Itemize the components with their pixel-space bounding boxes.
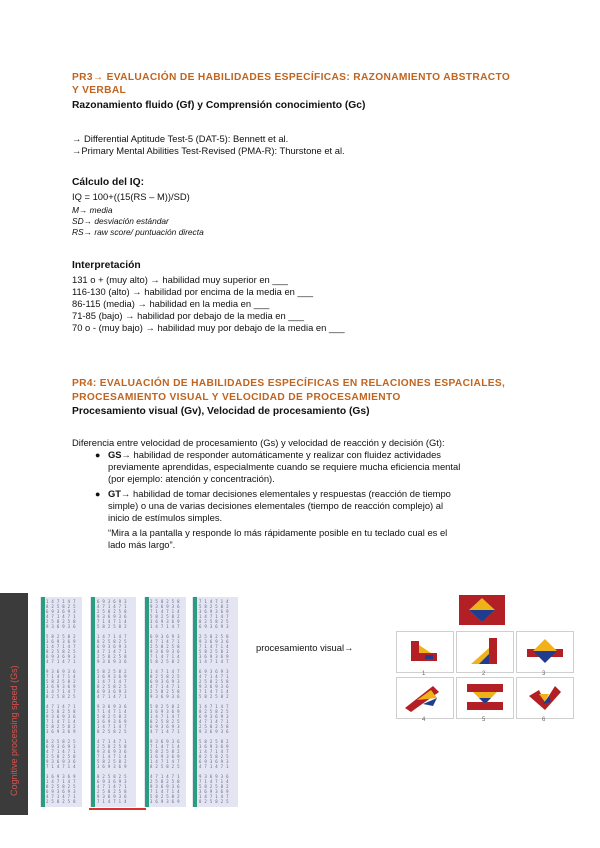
bullet-term: GS bbox=[108, 449, 122, 460]
sheet-stripe bbox=[91, 597, 95, 807]
bullet-text: simple) o una de varias decisiones elementales (tiempo de reacción complejo) al bbox=[108, 500, 444, 511]
interp-item: 86-115 (media) → habilidad en la media en ___ bbox=[72, 298, 270, 309]
sheet-cells: 7 1 4 7 1 4 5 8 2 5 8 2 3 6 9 3 6 9 1 4 7 1 4 7 8 2 5 8 2 5 6 9 3 6 9 3 2 5 8 2 5 8 9 3 6 9 3 6 7 1 4 7 1 4 5 8 2 5 8 2 3 6 9 3 6 9 1 4 7 1 4 7 6 9 3 6 9 3 4 7 1 4 7 1 2 5 8 2 5 8 9 3 6 9 3 6 7 1 4 7 1 4 5 8 2 5 8 2 1 4 7 1 4 7 8 2 5 8 2 5 6 9 3 6 9 3 4 7 1 4 7 1 2 5 8 2 5 8 9 3 6 9 3 6 5 8 2 5 8 2 3 6 9 3 6 9 1 4 7 1 4 7 8 2 5 8 2 5 6 9 3 6 9 3 4 7 1 4 7 1 9 3 6 9 3 6 7 1 4 7 1 4 5 8 2 5 8 2 3 6 9 3 6 9 1 4 7 1 4 7 8 2 5 8 2 5 bbox=[199, 599, 229, 804]
pr4-title-line1: PR4: EVALUACIÓN DE HABILIDADES ESPECÍFICAS EN RELACIONES ESPACIALES, bbox=[72, 378, 506, 389]
pr3-test-item: → Differential Aptitude Test-5 (DAT-5): Bennett et al. bbox=[72, 133, 289, 144]
sheet-cells: 2 5 8 2 5 8 9 3 6 9 3 6 7 1 4 7 1 4 5 8 2 5 8 2 3 6 9 3 6 9 1 4 7 1 4 7 6 9 3 6 9 3 4 7 1 4 7 1 2 5 8 2 5 8 9 3 6 9 3 6 7 1 4 7 1 4 5 8 2 5 8 2 1 4 7 1 4 7 8 2 5 8 2 5 6 9 3 6 9 3 4 7 1 4 7 1 2 5 8 2 5 8 9 3 6 9 3 6 5 8 2 5 8 2 3 6 9 3 6 9 1 4 7 1 4 7 8 2 5 8 2 5 6 9 3 6 9 3 4 7 1 4 7 1 9 3 6 9 3 6 7 1 4 7 1 4 5 8 2 5 8 2 3 6 9 3 6 9 1 4 7 1 4 7 8 2 5 8 2 5 4 7 1 4 7 1 2 5 8 2 5 8 9 3 6 9 3 6 7 1 4 7 1 4 5 8 2 5 8 2 3 6 9 3 6 9 bbox=[150, 599, 180, 804]
answer-sheet bbox=[40, 597, 240, 807]
bullet-dot-icon: ● bbox=[95, 489, 101, 499]
bullet-term: GT bbox=[108, 488, 122, 499]
option-number: 5 bbox=[482, 717, 486, 723]
target-shape-icon bbox=[459, 595, 505, 625]
option-shape-icon bbox=[403, 682, 447, 712]
option-cell[interactable] bbox=[516, 677, 574, 723]
interp-item: 131 o + (muy alto) → habilidad muy superior en ___ bbox=[72, 274, 289, 285]
bullet-dot-icon: ● bbox=[95, 450, 101, 460]
option-number: 4 bbox=[422, 717, 426, 723]
interp-item: 71-85 (bajo) → habilidad por debajo de la media en ___ bbox=[72, 310, 304, 321]
interp-list bbox=[72, 274, 345, 334]
bullet-text: → habilidad de responder automáticamente y realizar con fluidez actividades bbox=[121, 449, 441, 460]
highlight-underline bbox=[89, 808, 146, 810]
option-shape-icon bbox=[525, 682, 565, 712]
sheet-stripe bbox=[193, 597, 197, 807]
quote-line: “Mira a la pantalla y responde lo más rápidamente posible en tu teclado cual es el bbox=[108, 527, 448, 538]
interp-item: 116-130 (alto) → habilidad por encima de la media en ___ bbox=[72, 286, 314, 297]
option-number: 2 bbox=[482, 671, 486, 677]
figure-vertical-label: Cognitive processing speed (Gs) bbox=[9, 665, 19, 796]
formula-legend bbox=[72, 205, 204, 238]
figure-sidebar bbox=[0, 593, 28, 815]
pr4-subtitle: Procesamiento visual (Gv), Velocidad de procesamiento (Gs) bbox=[72, 406, 370, 417]
bullet-list bbox=[95, 449, 528, 551]
sheet-cells: 6 9 3 6 9 3 4 7 1 4 7 1 2 5 8 2 5 8 9 3 6 9 3 6 7 1 4 7 1 4 5 8 2 5 8 2 1 4 7 1 4 7 8 2 5 8 2 5 6 9 3 6 9 3 4 7 1 4 7 1 2 5 8 2 5 8 9 3 6 9 3 6 5 8 2 5 8 2 3 6 9 3 6 9 1 4 7 1 4 7 8 2 5 8 2 5 6 9 3 6 9 3 4 7 1 4 7 1 9 3 6 9 3 6 7 1 4 7 1 4 5 8 2 5 8 2 3 6 9 3 6 9 1 4 7 1 4 7 8 2 5 8 2 5 4 7 1 4 7 1 2 5 8 2 5 8 9 3 6 9 3 6 7 1 4 7 1 4 5 8 2 5 8 2 3 6 9 3 6 9 8 2 5 8 2 5 6 9 3 6 9 3 4 7 1 4 7 1 2 5 8 2 5 8 9 3 6 9 3 6 7 1 4 7 1 4 bbox=[97, 599, 127, 804]
pr3-interp-heading: Interpretación bbox=[72, 260, 141, 271]
legend-item: RS→ raw score/ puntuación directa bbox=[72, 227, 204, 237]
bullet-gs bbox=[95, 449, 528, 485]
legend-item: SD→ desviación estándar bbox=[72, 216, 169, 226]
legend-item: M→ media bbox=[72, 205, 113, 215]
option-shape-icon bbox=[465, 636, 505, 666]
option-cell[interactable] bbox=[516, 631, 574, 677]
visual-processing-label: procesamiento visual→ bbox=[256, 642, 354, 653]
pr3-title-line2: Y VERBAL bbox=[72, 85, 127, 96]
quote-line: lado más largo”. bbox=[108, 539, 176, 550]
option-number: 1 bbox=[422, 671, 426, 677]
bullet-text: → habilidad de tomar decisiones elementales y respuestas (reacción de tiempo bbox=[121, 488, 451, 499]
option-cell[interactable] bbox=[396, 677, 454, 723]
pr4-title-line2: PROCESAMIENTO VISUAL Y VELOCIDAD DE PROCESAMIENTO bbox=[72, 392, 401, 403]
pr3-test-list bbox=[72, 133, 345, 157]
interp-item: 70 o - (muy bajo) → habilidad muy por debajo de la media en ___ bbox=[72, 322, 345, 333]
iq-formula: IQ = 100+((15(RS – M))/SD) bbox=[72, 191, 190, 202]
sheet-stripe bbox=[145, 597, 149, 807]
pr4-intro: Diferencia entre velocidad de procesamiento (Gs) y velocidad de reacción y decisión (Gt): bbox=[72, 437, 445, 448]
option-number: 6 bbox=[542, 717, 546, 723]
processing-speed-figure bbox=[0, 593, 245, 815]
sheet-stripe bbox=[41, 597, 45, 807]
option-shape-icon bbox=[405, 637, 445, 665]
option-cell[interactable] bbox=[456, 631, 514, 677]
bullet-text: (por ejemplo: atención y concentración). bbox=[108, 473, 275, 484]
pr3-calc-heading: Cálculo del IQ: bbox=[72, 177, 145, 188]
bullet-gt bbox=[95, 488, 528, 551]
option-cell[interactable] bbox=[456, 677, 514, 723]
bullet-text: inicio de estímulos simples. bbox=[108, 512, 223, 523]
pr3-test-item: →Primary Mental Abilities Test-Revised (PMA-R): Thurstone et al. bbox=[72, 145, 345, 156]
option-number: 3 bbox=[542, 671, 546, 677]
option-shape-icon bbox=[465, 682, 505, 712]
option-cell[interactable] bbox=[396, 631, 454, 677]
visual-processing-figure bbox=[396, 593, 576, 721]
bullet-text: previamente aprendidas, especialmente cuando se requiere mucha eficiencia mental bbox=[108, 461, 461, 472]
pr3-title-line1: PR3→ EVALUACIÓN DE HABILIDADES ESPECÍFICAS: RAZONAMIENTO ABSTRACTO bbox=[72, 72, 511, 83]
option-shape-icon bbox=[525, 637, 565, 665]
pr3-subtitle: Razonamiento fluido (Gf) y Comprensión conocimiento (Gc) bbox=[72, 100, 366, 111]
sheet-cells: 1 4 7 1 4 7 8 2 5 8 2 5 6 9 3 6 9 3 4 7 1 4 7 1 2 5 8 2 5 8 9 3 6 9 3 6 5 8 2 5 8 2 3 6 9 3 6 9 1 4 7 1 4 7 8 2 5 8 2 5 6 9 3 6 9 3 4 7 1 4 7 1 9 3 6 9 3 6 7 1 4 7 1 4 5 8 2 5 8 2 3 6 9 3 6 9 1 4 7 1 4 7 8 2 5 8 2 5 4 7 1 4 7 1 2 5 8 2 5 8 9 3 6 9 3 6 7 1 4 7 1 4 5 8 2 5 8 2 3 6 9 3 6 9 8 2 5 8 2 5 6 9 3 6 9 3 4 7 1 4 7 1 2 5 8 2 5 8 9 3 6 9 3 6 7 1 4 7 1 4 3 6 9 3 6 9 1 4 7 1 4 7 8 2 5 8 2 5 6 9 3 6 9 3 4 7 1 4 7 1 2 5 8 2 5 8 bbox=[46, 599, 76, 804]
